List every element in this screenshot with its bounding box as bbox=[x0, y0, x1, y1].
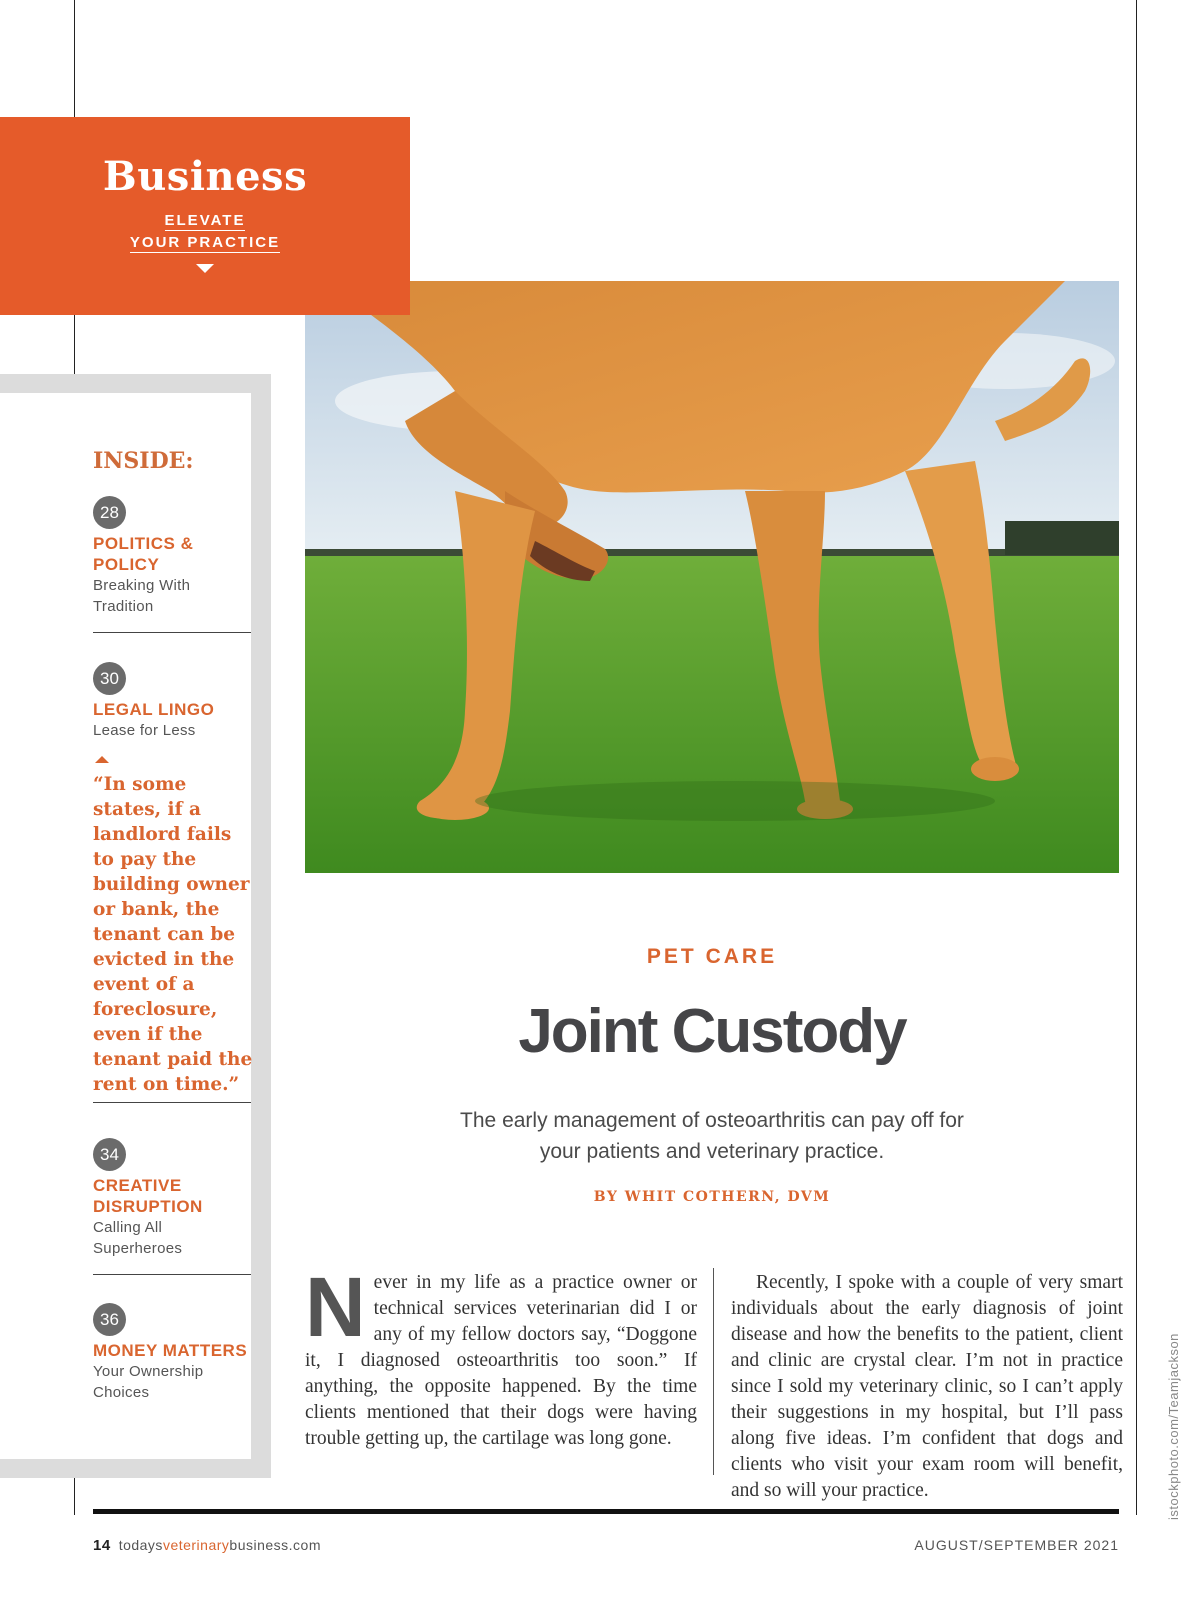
column-divider bbox=[713, 1268, 714, 1475]
article-byline: BY WHIT COTHERN, DVM bbox=[593, 1189, 831, 1205]
dog-photo bbox=[305, 281, 1119, 873]
toc-heading: POLITICS & POLICY bbox=[93, 534, 194, 574]
triangle-up-icon bbox=[95, 756, 109, 763]
toc-divider bbox=[93, 632, 251, 633]
body-paragraph-1: ever in my life as a practice owner or technical services veterinarian did I or any of my fellow doctors say, “Doggone it, I diagnosed osteoarthritis too soon.” If anything, the opposite happened. By the time clients mentioned that their dogs were having trouble getting up, the cartilage was long gone. bbox=[305, 1272, 697, 1449]
toc-description: Calling All Superheroes bbox=[93, 1219, 183, 1257]
toc-description: Breaking With Tradition bbox=[93, 577, 191, 615]
page-number-badge: 30 bbox=[93, 662, 126, 695]
triangle-down-icon bbox=[196, 264, 214, 273]
toc-description: Your Ownership Choices bbox=[93, 1363, 204, 1401]
inside-heading: INSIDE: bbox=[93, 448, 194, 474]
toc-item[interactable] bbox=[93, 496, 253, 617]
toc-item[interactable] bbox=[93, 662, 253, 741]
toc-divider bbox=[93, 1102, 251, 1103]
subtitle-line-2: YOUR PRACTICE bbox=[129, 234, 281, 251]
article-headline: Joint Custody bbox=[518, 997, 906, 1066]
subtitle-line-1: ELEVATE bbox=[164, 212, 246, 229]
page-number-badge: 34 bbox=[93, 1138, 126, 1171]
pull-quote: “In some states, if a landlord fails to pay the building owner or bank, the tenant can be evicted in the event of a foreclosure, even if the tenant paid the rent on time.” bbox=[93, 774, 253, 1095]
right-margin-rule bbox=[1136, 0, 1137, 1515]
body-paragraph-2: Recently, I spoke with a couple of very smart individuals about the early diagnosis of joint disease and how the benefits to the patient, client and clinic are crystal clear. I’m not in practice since I sold my veterinary clinic, so I can’t apply their suggestions in my hospital, but I’ll pass along five ideas. I’m confident that dogs and clients who visit your exam room will benefit, and so will your practice. bbox=[731, 1272, 1123, 1501]
article-deck: The early management of osteoarthritis can pay off for your patients and veterinary practice. bbox=[460, 1109, 964, 1163]
article-kicker: PET CARE bbox=[646, 945, 778, 968]
toc-item[interactable] bbox=[93, 1303, 253, 1403]
toc-heading: LEGAL LINGO bbox=[93, 700, 215, 719]
site-suffix: business.com bbox=[229, 1537, 321, 1553]
section-banner bbox=[0, 117, 410, 315]
section-subtitle bbox=[0, 210, 410, 254]
footer-rule bbox=[93, 1509, 1119, 1514]
toc-divider bbox=[93, 1274, 251, 1275]
footer-left bbox=[93, 1537, 321, 1554]
site-highlight: veterinary bbox=[162, 1537, 230, 1553]
toc-heading: MONEY MATTERS bbox=[93, 1341, 248, 1360]
section-title: Business bbox=[102, 153, 308, 200]
body-column-2 bbox=[731, 1270, 1123, 1504]
issue-date: AUGUST/SEPTEMBER 2021 bbox=[914, 1537, 1119, 1553]
page-number-badge: 36 bbox=[93, 1303, 126, 1336]
drop-cap: N bbox=[305, 1260, 366, 1354]
toc-description: Lease for Less bbox=[93, 722, 196, 739]
toc-item[interactable] bbox=[93, 1138, 253, 1259]
toc-heading: CREATIVE DISRUPTION bbox=[93, 1176, 203, 1216]
page-number-badge: 28 bbox=[93, 496, 126, 529]
photo-credit: istockphoto.com/Teamjackson bbox=[1166, 1333, 1181, 1520]
folio-page-number: 14 bbox=[93, 1537, 111, 1554]
body-column-1 bbox=[305, 1260, 697, 1452]
site-prefix: todays bbox=[118, 1537, 163, 1553]
